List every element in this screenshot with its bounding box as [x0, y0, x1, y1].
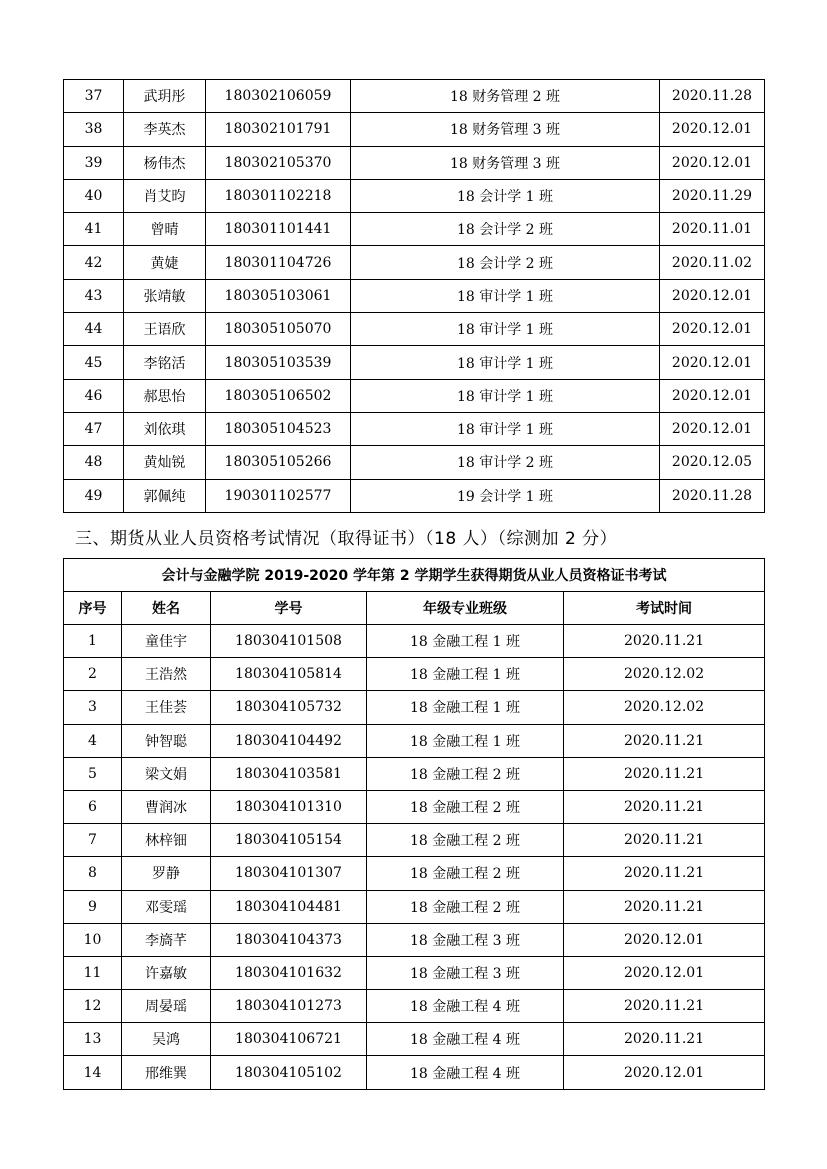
- cell-class: 18 金融工程 1 班: [367, 691, 564, 724]
- cell-index: 3: [64, 691, 122, 724]
- table-2: [63, 558, 765, 1090]
- cell-student-id: 180302101791: [206, 113, 351, 146]
- table-row: [64, 446, 765, 479]
- cell-exam-date: 2020.12.01: [564, 956, 765, 989]
- cell-class: 18 金融工程 4 班: [367, 1023, 564, 1056]
- table-row: [64, 379, 765, 412]
- cell-name: 许嘉敏: [122, 956, 211, 989]
- table-row: [64, 213, 765, 246]
- cell-class: 18 金融工程 1 班: [367, 658, 564, 691]
- cell-index: 10: [64, 923, 122, 956]
- cell-student-id: 180304103581: [211, 757, 367, 790]
- cell-name: 郭佩纯: [124, 479, 206, 512]
- cell-student-id: 180304104492: [211, 724, 367, 757]
- cell-exam-date: 2020.12.05: [660, 446, 765, 479]
- cell-index: 6: [64, 790, 122, 823]
- table-row: [64, 179, 765, 212]
- cell-index: 41: [64, 213, 124, 246]
- cell-exam-date: 2020.12.02: [564, 691, 765, 724]
- cell-student-id: 180305105266: [206, 446, 351, 479]
- table-row: [64, 80, 765, 113]
- header-student-id: 学号: [211, 592, 367, 625]
- cell-name: 王佳荟: [122, 691, 211, 724]
- cell-student-id: 180305103539: [206, 346, 351, 379]
- table-2-caption: 会计与金融学院 2019-2020 学年第 2 学期学生获得期货从业人员资格证书考试: [64, 559, 765, 592]
- cell-index: 12: [64, 990, 122, 1023]
- table-1-body: [64, 80, 765, 513]
- cell-student-id: 180301101441: [206, 213, 351, 246]
- cell-class: 18 审计学 1 班: [351, 313, 660, 346]
- cell-student-id: 180305104523: [206, 412, 351, 445]
- cell-student-id: 180304101307: [211, 857, 367, 890]
- cell-student-id: 180301102218: [206, 179, 351, 212]
- cell-exam-date: 2020.12.01: [660, 379, 765, 412]
- cell-name: 梁文娟: [122, 757, 211, 790]
- cell-name: 曹润冰: [122, 790, 211, 823]
- cell-name: 林梓钿: [122, 824, 211, 857]
- table-row: [64, 956, 765, 989]
- cell-student-id: 180304101632: [211, 956, 367, 989]
- cell-student-id: 180304101508: [211, 625, 367, 658]
- cell-exam-date: 2020.11.21: [564, 990, 765, 1023]
- table-row: [64, 412, 765, 445]
- cell-index: 45: [64, 346, 124, 379]
- table-row: [64, 857, 765, 890]
- cell-index: 38: [64, 113, 124, 146]
- table-row: [64, 923, 765, 956]
- table-row: [64, 479, 765, 512]
- cell-exam-date: 2020.12.01: [660, 412, 765, 445]
- cell-index: 48: [64, 446, 124, 479]
- cell-exam-date: 2020.12.01: [660, 146, 765, 179]
- table-row: [64, 346, 765, 379]
- cell-index: 14: [64, 1056, 122, 1089]
- cell-index: 13: [64, 1023, 122, 1056]
- cell-class: 18 审计学 1 班: [351, 279, 660, 312]
- cell-name: 邓雯瑶: [122, 890, 211, 923]
- cell-exam-date: 2020.11.02: [660, 246, 765, 279]
- cell-student-id: 180304104481: [211, 890, 367, 923]
- cell-exam-date: 2020.11.28: [660, 479, 765, 512]
- cell-class: 18 审计学 1 班: [351, 379, 660, 412]
- cell-student-id: 180304101273: [211, 990, 367, 1023]
- cell-student-id: 180305103061: [206, 279, 351, 312]
- cell-exam-date: 2020.12.01: [660, 279, 765, 312]
- cell-name: 王浩然: [122, 658, 211, 691]
- cell-student-id: 180304105102: [211, 1056, 367, 1089]
- cell-index: 46: [64, 379, 124, 412]
- cell-exam-date: 2020.12.01: [660, 313, 765, 346]
- cell-class: 18 会计学 1 班: [351, 179, 660, 212]
- cell-name: 黄灿锐: [124, 446, 206, 479]
- cell-name: 曾晴: [124, 213, 206, 246]
- cell-student-id: 180305106502: [206, 379, 351, 412]
- cell-student-id: 180304105814: [211, 658, 367, 691]
- cell-name: 钟智聪: [122, 724, 211, 757]
- cell-class: 18 审计学 1 班: [351, 346, 660, 379]
- cell-class: 18 金融工程 3 班: [367, 956, 564, 989]
- table-row: [64, 790, 765, 823]
- cell-class: 18 金融工程 4 班: [367, 1056, 564, 1089]
- table-row: [64, 724, 765, 757]
- cell-index: 37: [64, 80, 124, 113]
- cell-name: 李英杰: [124, 113, 206, 146]
- cell-class: 18 会计学 2 班: [351, 246, 660, 279]
- cell-exam-date: 2020.11.21: [564, 790, 765, 823]
- cell-student-id: 180304106721: [211, 1023, 367, 1056]
- cell-class: 18 财务管理 3 班: [351, 113, 660, 146]
- cell-exam-date: 2020.11.29: [660, 179, 765, 212]
- header-class: 年级专业班级: [367, 592, 564, 625]
- cell-exam-date: 2020.11.01: [660, 213, 765, 246]
- cell-name: 黄婕: [124, 246, 206, 279]
- table-row: [64, 658, 765, 691]
- cell-exam-date: 2020.12.01: [564, 1056, 765, 1089]
- cell-name: 童佳宇: [122, 625, 211, 658]
- cell-index: 47: [64, 412, 124, 445]
- cell-class: 18 金融工程 2 班: [367, 857, 564, 890]
- table-2-body: [64, 559, 765, 1090]
- section-heading: 三、期货从业人员资格考试情况（取得证书）（18 人）（综测加 2 分）: [75, 529, 618, 549]
- cell-exam-date: 2020.11.21: [564, 857, 765, 890]
- cell-name: 吴鸿: [122, 1023, 211, 1056]
- cell-exam-date: 2020.12.01: [564, 923, 765, 956]
- table-row: [64, 113, 765, 146]
- cell-index: 7: [64, 824, 122, 857]
- cell-exam-date: 2020.11.21: [564, 757, 765, 790]
- table-1: [63, 79, 765, 513]
- table-row: [64, 279, 765, 312]
- cell-exam-date: 2020.11.21: [564, 724, 765, 757]
- cell-index: 9: [64, 890, 122, 923]
- cell-student-id: 180305105070: [206, 313, 351, 346]
- cell-class: 18 金融工程 2 班: [367, 890, 564, 923]
- cell-student-id: 180301104726: [206, 246, 351, 279]
- cell-class: 18 金融工程 1 班: [367, 625, 564, 658]
- cell-index: 39: [64, 146, 124, 179]
- cell-student-id: 180302105370: [206, 146, 351, 179]
- cell-class: 18 金融工程 4 班: [367, 990, 564, 1023]
- table-row: [64, 1056, 765, 1089]
- cell-index: 5: [64, 757, 122, 790]
- cell-name: 武玥彤: [124, 80, 206, 113]
- cell-name: 周晏瑶: [122, 990, 211, 1023]
- table-row: [64, 691, 765, 724]
- table-row: [64, 990, 765, 1023]
- cell-exam-date: 2020.11.21: [564, 1023, 765, 1056]
- cell-student-id: 180304105732: [211, 691, 367, 724]
- table-row: [64, 1023, 765, 1056]
- cell-name: 杨伟杰: [124, 146, 206, 179]
- cell-name: 郝思怡: [124, 379, 206, 412]
- header-index: 序号: [64, 592, 122, 625]
- table-row: [64, 146, 765, 179]
- cell-index: 1: [64, 625, 122, 658]
- cell-exam-date: 2020.12.01: [660, 346, 765, 379]
- cell-class: 18 会计学 2 班: [351, 213, 660, 246]
- cell-exam-date: 2020.11.28: [660, 80, 765, 113]
- cell-index: 40: [64, 179, 124, 212]
- cell-index: 49: [64, 479, 124, 512]
- cell-class: 18 财务管理 2 班: [351, 80, 660, 113]
- cell-exam-date: 2020.12.01: [660, 113, 765, 146]
- cell-student-id: 180304101310: [211, 790, 367, 823]
- table-row: [64, 824, 765, 857]
- cell-index: 4: [64, 724, 122, 757]
- cell-name: 刘依琪: [124, 412, 206, 445]
- cell-exam-date: 2020.11.21: [564, 625, 765, 658]
- table-row: [64, 757, 765, 790]
- cell-exam-date: 2020.12.02: [564, 658, 765, 691]
- table-2-header-row: [64, 592, 765, 625]
- cell-class: 18 金融工程 2 班: [367, 757, 564, 790]
- cell-index: 8: [64, 857, 122, 890]
- cell-class: 19 会计学 1 班: [351, 479, 660, 512]
- cell-index: 42: [64, 246, 124, 279]
- cell-name: 李铭活: [124, 346, 206, 379]
- cell-class: 18 金融工程 2 班: [367, 824, 564, 857]
- header-exam-date: 考试时间: [564, 592, 765, 625]
- header-name: 姓名: [122, 592, 211, 625]
- cell-class: 18 金融工程 3 班: [367, 923, 564, 956]
- cell-class: 18 审计学 1 班: [351, 412, 660, 445]
- cell-class: 18 金融工程 2 班: [367, 790, 564, 823]
- table-row: [64, 625, 765, 658]
- table-2-caption-row: [64, 559, 765, 592]
- cell-name: 李旖芊: [122, 923, 211, 956]
- cell-student-id: 180304105154: [211, 824, 367, 857]
- cell-student-id: 180304104373: [211, 923, 367, 956]
- cell-name: 张靖敏: [124, 279, 206, 312]
- cell-exam-date: 2020.11.21: [564, 824, 765, 857]
- cell-index: 2: [64, 658, 122, 691]
- cell-student-id: 190301102577: [206, 479, 351, 512]
- cell-name: 肖艾昀: [124, 179, 206, 212]
- cell-name: 邢维巽: [122, 1056, 211, 1089]
- cell-name: 王语欣: [124, 313, 206, 346]
- cell-student-id: 180302106059: [206, 80, 351, 113]
- cell-name: 罗静: [122, 857, 211, 890]
- cell-class: 18 审计学 2 班: [351, 446, 660, 479]
- table-row: [64, 246, 765, 279]
- table-row: [64, 890, 765, 923]
- cell-index: 11: [64, 956, 122, 989]
- cell-index: 44: [64, 313, 124, 346]
- cell-class: 18 财务管理 3 班: [351, 146, 660, 179]
- cell-index: 43: [64, 279, 124, 312]
- cell-class: 18 金融工程 1 班: [367, 724, 564, 757]
- cell-exam-date: 2020.11.21: [564, 890, 765, 923]
- table-row: [64, 313, 765, 346]
